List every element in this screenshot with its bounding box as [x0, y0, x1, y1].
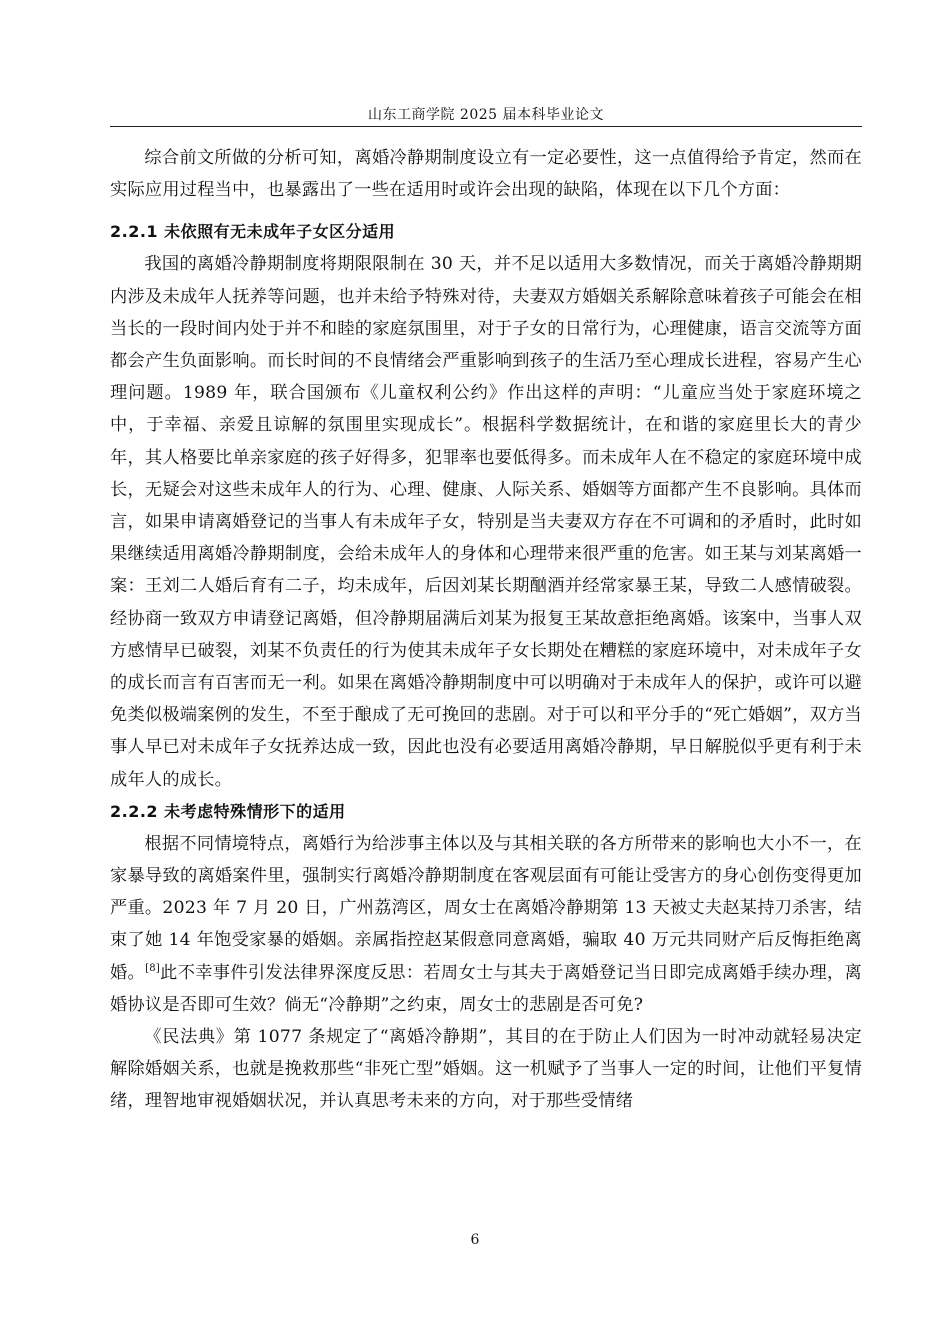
header-rule: [110, 126, 862, 127]
citation-ref: [8]: [145, 962, 161, 974]
section-2-2-2-paragraph-2: 《民法典》第 1077 条规定了“离婚冷静期”，其目的在于防止人们因为一时冲动就轻易决定解除婚姻关系，也就是挽救那些“非死亡型”婚姻。这一机赋予了当事人一定的时间，让他们平复情绪，理智地审视婚姻状况，并认真思考未来的方向，对于那些受情绪: [110, 1027, 862, 1112]
section-2-2-1-paragraph: 我国的离婚冷静期制度将期限限制在 30 天，并不足以适用大多数情况，而关于离婚冷静期期内涉及未成年人抚养等问题，也并未给予特殊对待，夫妻双方婚姻关系解除意味着孩子可能会在相当长的一段时间内处于并不和睦的家庭氛围里，对于子女的日常行为，心理健康，语言交流等方面都会产生负面影响。而长时间的不良情绪会严重影响到孩子的生活乃至心理成长进程，容易产生心理问题。1989 年，联合国颁布《儿童权利公约》作出这样的声明：“儿童应当处于家庭环境之中，于幸福、亲爱且谅解的氛围里实现成长”。根据科学数据统计，在和谐的家庭里长大的青少年，其人格要比单亲家庭的孩子好得多，犯罪率也要低得多。而未成年人在不稳定的家庭环境中成长，无疑会对这些未成年人的行为、心理、健康、人际关系、婚姻等方面都产生不良影响。具体而言，如果申请离婚登记的当事人有未成年子女，特别是当夫妻双方存在不可调和的矛盾时，此时如果继续适用离婚冷静期制度，会给未成年人的身体和心理带来很严重的危害。如王某与刘某离婚一案：王刘二人婚后育有二子，均未成年，后因刘某长期酗酒并经常家暴王某，导致二人感情破裂。经协商一致双方申请登记离婚，但冷静期届满后刘某为报复王某故意拒绝离婚。该案中，当事人双方感情早已破裂，刘某不负责任的行为使其未成年子女长期处在糟糕的家庭环境中，对未成年子女的成长而言有百害而无一利。如果在离婚冷静期制度中可以明确对于未成年人的保护，或许可以避免类似极端案例的发生，不至于酿成了无可挽回的悲剧。对于可以和平分手的“死亡婚姻”，双方当事人早已对未成年子女抚养达成一致，因此也没有必要适用离婚冷静期，早日解脱似乎更有利于未成年人的成长。: [110, 254, 862, 790]
page-number: 6: [470, 1232, 480, 1248]
section-heading-2-2-1: 2.2.1 未依照有无未成年子女区分适用: [110, 222, 396, 242]
spacer: [110, 206, 862, 216]
page-body: [110, 142, 862, 1118]
paragraph-text: 根据不同情境特点，离婚行为给涉事主体以及与其相关联的各方所带来的影响也大小不一，在家暴导致的离婚案件里，强制实行离婚冷静期制度在客观层面有可能让受害方的身心创伤变得更加严重。2023 年 7 月 20 日，广州荔湾区，周女士在离婚冷静期第 13 天被丈夫赵某持刀杀害，结束了她 14 年饱受家暴的婚姻。亲属指控赵某假意同意离婚，骗取 40 万元共同财产后反悔拒绝离婚。: [110, 833, 862, 983]
paragraph-text: 此不幸事件引发法律界深度反思：若周女士与其夫于离婚登记当日即完成离婚手续办理，离婚协议是否即可生效？倘无“冷静期”之约束，周女士的悲剧是否可免?: [110, 962, 862, 1015]
intro-paragraph: 综合前文所做的分析可知，离婚冷静期制度设立有一定必要性，这一点值得给予肯定，然而在实际应用过程当中，也暴露出了一些在适用时或许会出现的缺陷，体现在以下几个方面：: [110, 148, 862, 201]
page-header: 山东工商学院 2025 届本科毕业论文: [367, 107, 605, 123]
section-heading-2-2-2: 2.2.2 未考虑特殊情形下的适用: [110, 801, 346, 821]
section-2-2-2-paragraph-1: [110, 828, 862, 1021]
